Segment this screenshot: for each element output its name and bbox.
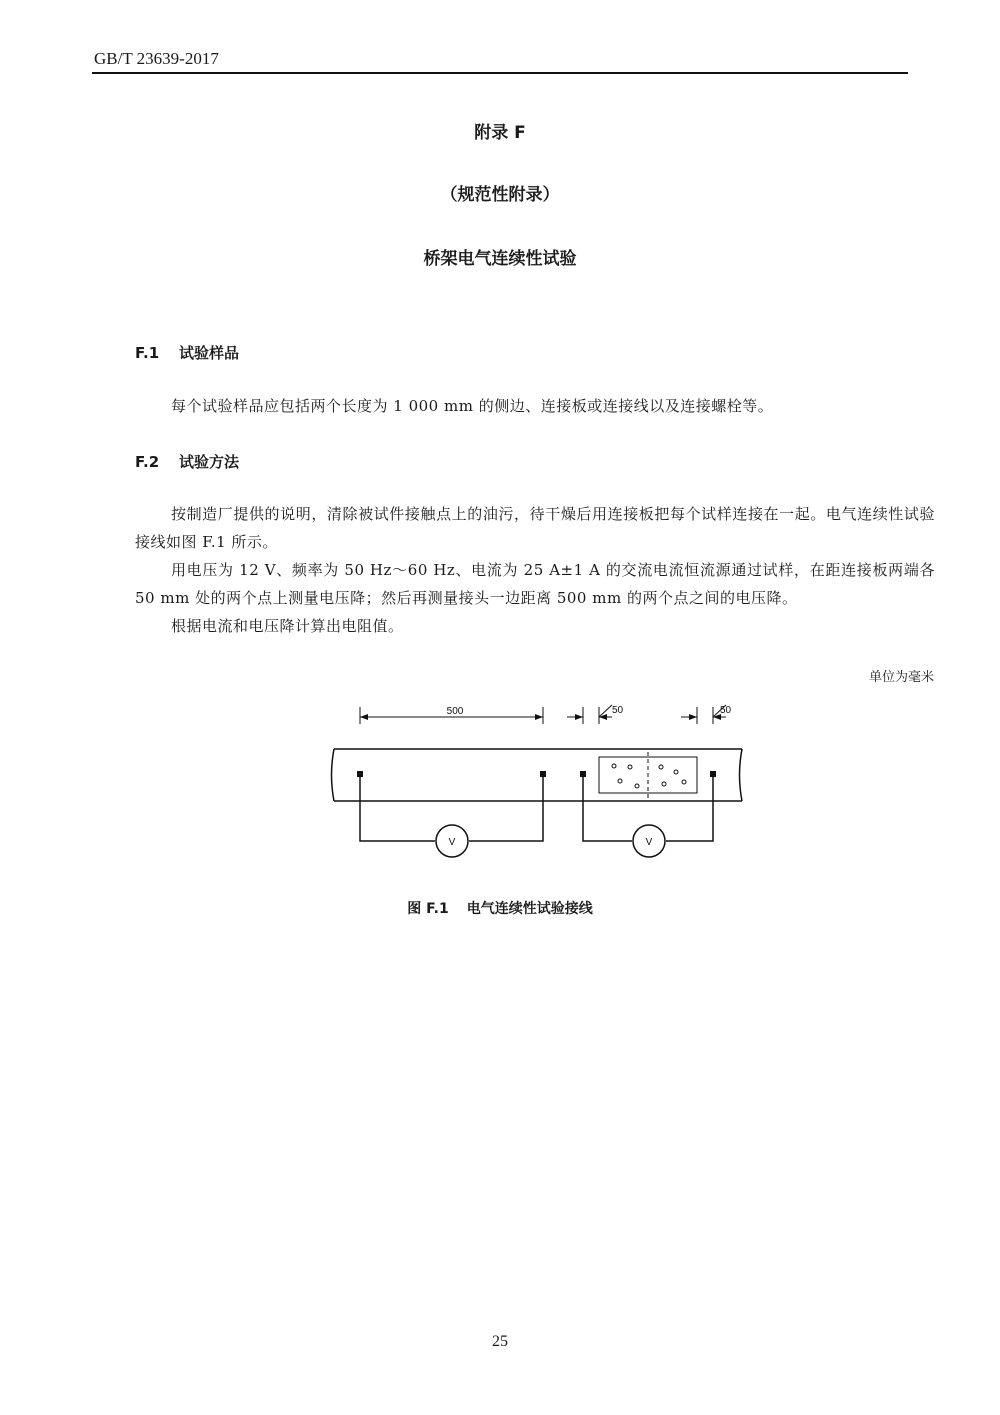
annex-title: 附录 F <box>474 123 526 143</box>
arrowhead <box>599 714 607 720</box>
figure-caption <box>0 898 1000 918</box>
arrowhead <box>535 714 543 720</box>
section-f1-heading <box>135 342 239 363</box>
arrowhead <box>360 714 368 720</box>
dim-label-500: 500 <box>446 706 464 717</box>
wiring-diagram <box>0 695 1000 865</box>
dim-label-50-right: 50 <box>720 705 732 716</box>
paragraph: 用电压为 12 V、频率为 50 Hz～60 Hz、电流为 25 A±1 A 的交流电流恒流源通过试样，在距连接板两端各 50 mm 处的两个点上测量电压降；然后再测量接头一边距离 500 mm 的两个点之间的电压降。 <box>135 561 935 607</box>
section-f2-heading <box>135 451 239 472</box>
unit-note: 单位为毫米 <box>868 670 934 685</box>
arrowhead <box>575 714 583 720</box>
voltmeter-left <box>436 825 468 857</box>
section-f1-body <box>135 392 935 420</box>
section-number: F.1 <box>135 344 160 362</box>
connection-plate <box>599 752 697 798</box>
section-title: 试验样品 <box>179 344 240 362</box>
paragraph: 按制造厂提供的说明，清除被试件接触点上的油污，待干燥后用连接板把每个试样连接在一起。电气连续性试验接线如图 F.1 所示。 <box>135 505 935 551</box>
header-rule <box>92 72 908 74</box>
paragraph: 每个试验样品应包括两个长度为 1 000 mm 的侧边、连接板或连接线以及连接螺栓等。 <box>171 397 774 415</box>
section-f2-body <box>135 500 935 640</box>
paragraph: 根据电流和电压降计算出电阻值。 <box>171 617 404 635</box>
standard-code: GB/T 23639-2017 <box>94 49 219 68</box>
voltmeter-symbol: V <box>448 837 456 848</box>
section-title: 试验方法 <box>179 453 240 471</box>
measurement-points <box>357 771 716 777</box>
figure-title: 电气连续性试验接线 <box>466 901 593 917</box>
voltmeter-symbol: V <box>645 837 653 848</box>
arrowhead <box>689 714 697 720</box>
annex-name: 桥架电气连续性试验 <box>423 249 577 269</box>
annex-type: （规范性附录） <box>440 185 560 205</box>
figure-number: 图 F.1 <box>407 901 449 917</box>
voltmeter-right <box>633 825 665 857</box>
page-number: 25 <box>492 1333 508 1350</box>
section-number: F.2 <box>135 453 160 471</box>
dim-label-50-left: 50 <box>612 705 624 716</box>
bolt-holes <box>612 764 686 788</box>
